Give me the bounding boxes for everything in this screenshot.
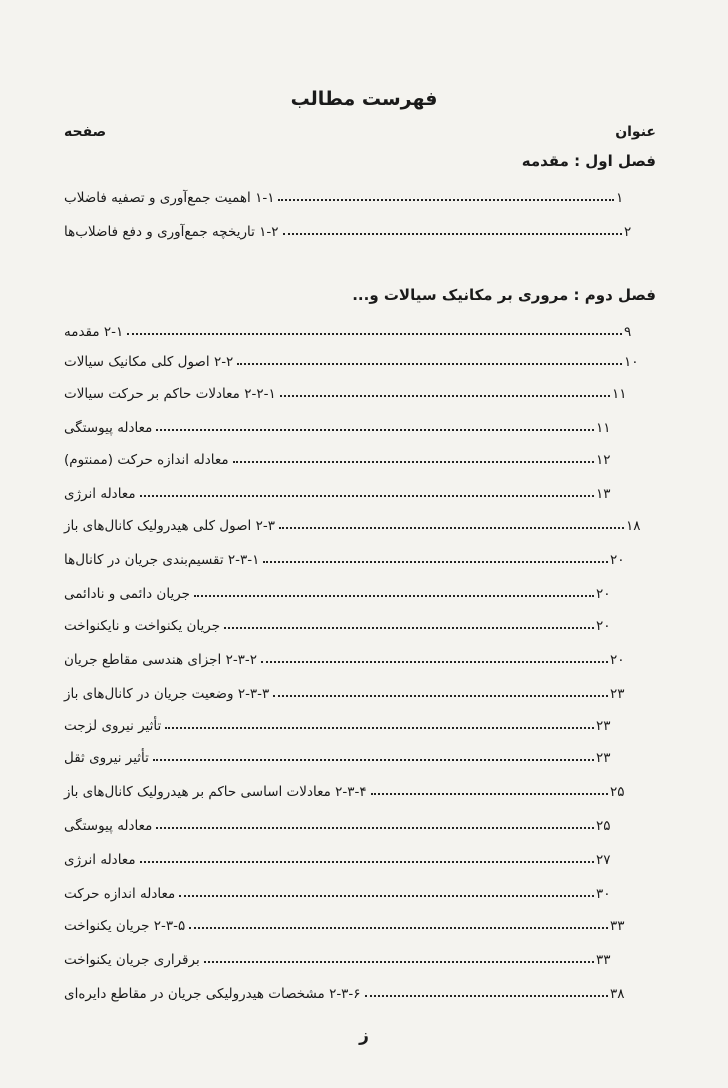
toc-entry (62, 546, 634, 568)
toc-entry-label: ۲-۳-۶ مشخصات هیدرولیکی جریان در مقاطع دایره‌ای (64, 986, 361, 1002)
leader-dots (140, 861, 594, 863)
leader-dots (140, 495, 594, 497)
toc-entry-page: ۱۱ (612, 386, 627, 402)
toc-entry (62, 612, 620, 634)
toc-entry-label: ۲-۳-۳ وضعیت جریان در کانال‌های باز (64, 686, 270, 702)
toc-entry (62, 580, 620, 602)
toc-entry-label: برقراری جریان یکنواخت (64, 952, 200, 968)
toc-entry-label: جریان یکنواخت و نایکنواخت (64, 618, 221, 634)
toc-entry (62, 218, 648, 240)
toc-entry (62, 912, 634, 934)
toc-entry-page: ۳۸ (610, 986, 625, 1002)
toc-entry-page: ۱۳ (596, 486, 611, 502)
toc-entry (62, 712, 620, 734)
leader-dots (280, 395, 610, 397)
toc-entry-label: معادله پیوستگی (64, 420, 153, 436)
toc-entry (62, 778, 634, 800)
toc-entry-page: ۹ (624, 324, 632, 340)
toc-entry (62, 680, 634, 702)
leader-dots (279, 527, 624, 529)
leader-dots (165, 727, 594, 729)
toc-entry-label: ۲-۱ مقدمه (64, 324, 124, 340)
toc-entry-label: معادله پیوستگی (64, 818, 153, 834)
toc-entry-label: تأثیر نیروی ثقل (64, 750, 149, 766)
leader-dots (261, 661, 608, 663)
chapter-heading: فصل اول : مقدمه (521, 152, 656, 170)
leader-dots (233, 461, 594, 463)
page-title: فهرست مطالب (290, 88, 438, 110)
toc-entry-page: ۲۵ (596, 818, 611, 834)
leader-dots (179, 895, 594, 897)
page-number: ز (359, 1026, 369, 1046)
toc-entry-page: ۱۸ (626, 518, 641, 534)
toc-entry-page: ۲۰ (596, 618, 611, 634)
toc-entry-page: ۲۳ (596, 718, 611, 734)
toc-entry-label: ۲-۲ اصول کلی مکانیک سیالات (64, 354, 234, 370)
toc-entry-page: ۲۰ (610, 652, 625, 668)
toc-entry-label: ۲-۳-۱ تقسیم‌بندی جریان در کانال‌ها (64, 552, 260, 568)
toc-entry-label: ۲-۳ اصول کلی هیدرولیک کانال‌های باز (64, 518, 275, 534)
toc-entry-page: ۲۳ (610, 686, 625, 702)
toc-entry (62, 318, 648, 340)
leader-dots (371, 793, 608, 795)
leader-dots (204, 961, 594, 963)
toc-entry-label: ۱-۲ تاریخچه جمع‌آوری و دفع فاضلاب‌ها (64, 224, 279, 240)
leader-dots (237, 363, 622, 365)
leader-dots (278, 199, 614, 201)
toc-entry (62, 744, 620, 766)
toc-entry-page: ۱۰ (624, 354, 639, 370)
toc-entry-page: ۲۷ (596, 852, 611, 868)
toc-entry-page: ۲۳ (596, 750, 611, 766)
toc-entry-label: ۲-۲-۱ معادلات حاکم بر حرکت سیالات (64, 386, 276, 402)
toc-entry-page: ۱۲ (596, 452, 611, 468)
toc-entry-label: معادله اندازه حرکت (ممنتوم) (64, 452, 229, 468)
leader-dots (365, 995, 608, 997)
toc-entry (62, 946, 620, 968)
leader-dots (194, 595, 594, 597)
leader-dots (189, 927, 608, 929)
leader-dots (263, 561, 608, 563)
toc-entry-page: ۳۰ (596, 886, 611, 902)
toc-entry (62, 846, 620, 868)
toc-entry-label: ۲-۳-۴ معادلات اساسی حاکم بر هیدرولیک کانال‌های باز (64, 784, 367, 800)
toc-entry-page: ۳۳ (596, 952, 611, 968)
toc-entry (62, 880, 620, 902)
leader-dots (156, 827, 594, 829)
toc-entry (62, 980, 634, 1002)
leader-dots (127, 333, 622, 335)
toc-entry (62, 480, 620, 502)
toc-entry (62, 812, 620, 834)
toc-entry-page: ۲۰ (610, 552, 625, 568)
toc-entry-label: تأثیر نیروی لزجت (64, 718, 162, 734)
toc-entry-label: معادله انرژی (64, 486, 136, 502)
toc-entry (62, 646, 634, 668)
leader-dots (153, 759, 594, 761)
toc-entry (62, 380, 636, 402)
toc-entry-label: جریان دائمی و نادائمی (64, 586, 190, 602)
leader-dots (224, 627, 594, 629)
topic-column-header: عنوان (615, 124, 656, 140)
leader-dots (273, 695, 608, 697)
toc-entry-page: ۲۰ (596, 586, 611, 602)
toc-entry-label: ۲-۳-۲ اجزای هندسی مقاطع جریان (64, 652, 258, 668)
toc-entry (62, 446, 620, 468)
toc-entry (62, 512, 650, 534)
toc-entry-page: ۲۵ (610, 784, 625, 800)
chapter-heading: فصل دوم : مروری بر مکانیک سیالات و... (352, 286, 656, 304)
leader-dots (283, 233, 622, 235)
toc-entry-page: ۱۱ (596, 420, 611, 436)
toc-entry-page: ۱ (616, 190, 624, 206)
leader-dots (156, 429, 594, 431)
toc-entry-page: ۲ (624, 224, 632, 240)
toc-entry-label: معادله انرژی (64, 852, 136, 868)
toc-entry-label: ۲-۳-۵ جریان یکنواخت (64, 918, 186, 934)
toc-entry (62, 414, 620, 436)
toc-entry (62, 184, 640, 206)
toc-entry (62, 348, 648, 370)
page-column-header: صفحه (64, 124, 107, 140)
toc-entry-label: ۱-۱ اهمیت جمع‌آوری و تصفیه فاضلاب (64, 190, 275, 206)
toc-entry-label: معادله اندازه حرکت (64, 886, 176, 902)
toc-entry-page: ۳۳ (610, 918, 625, 934)
